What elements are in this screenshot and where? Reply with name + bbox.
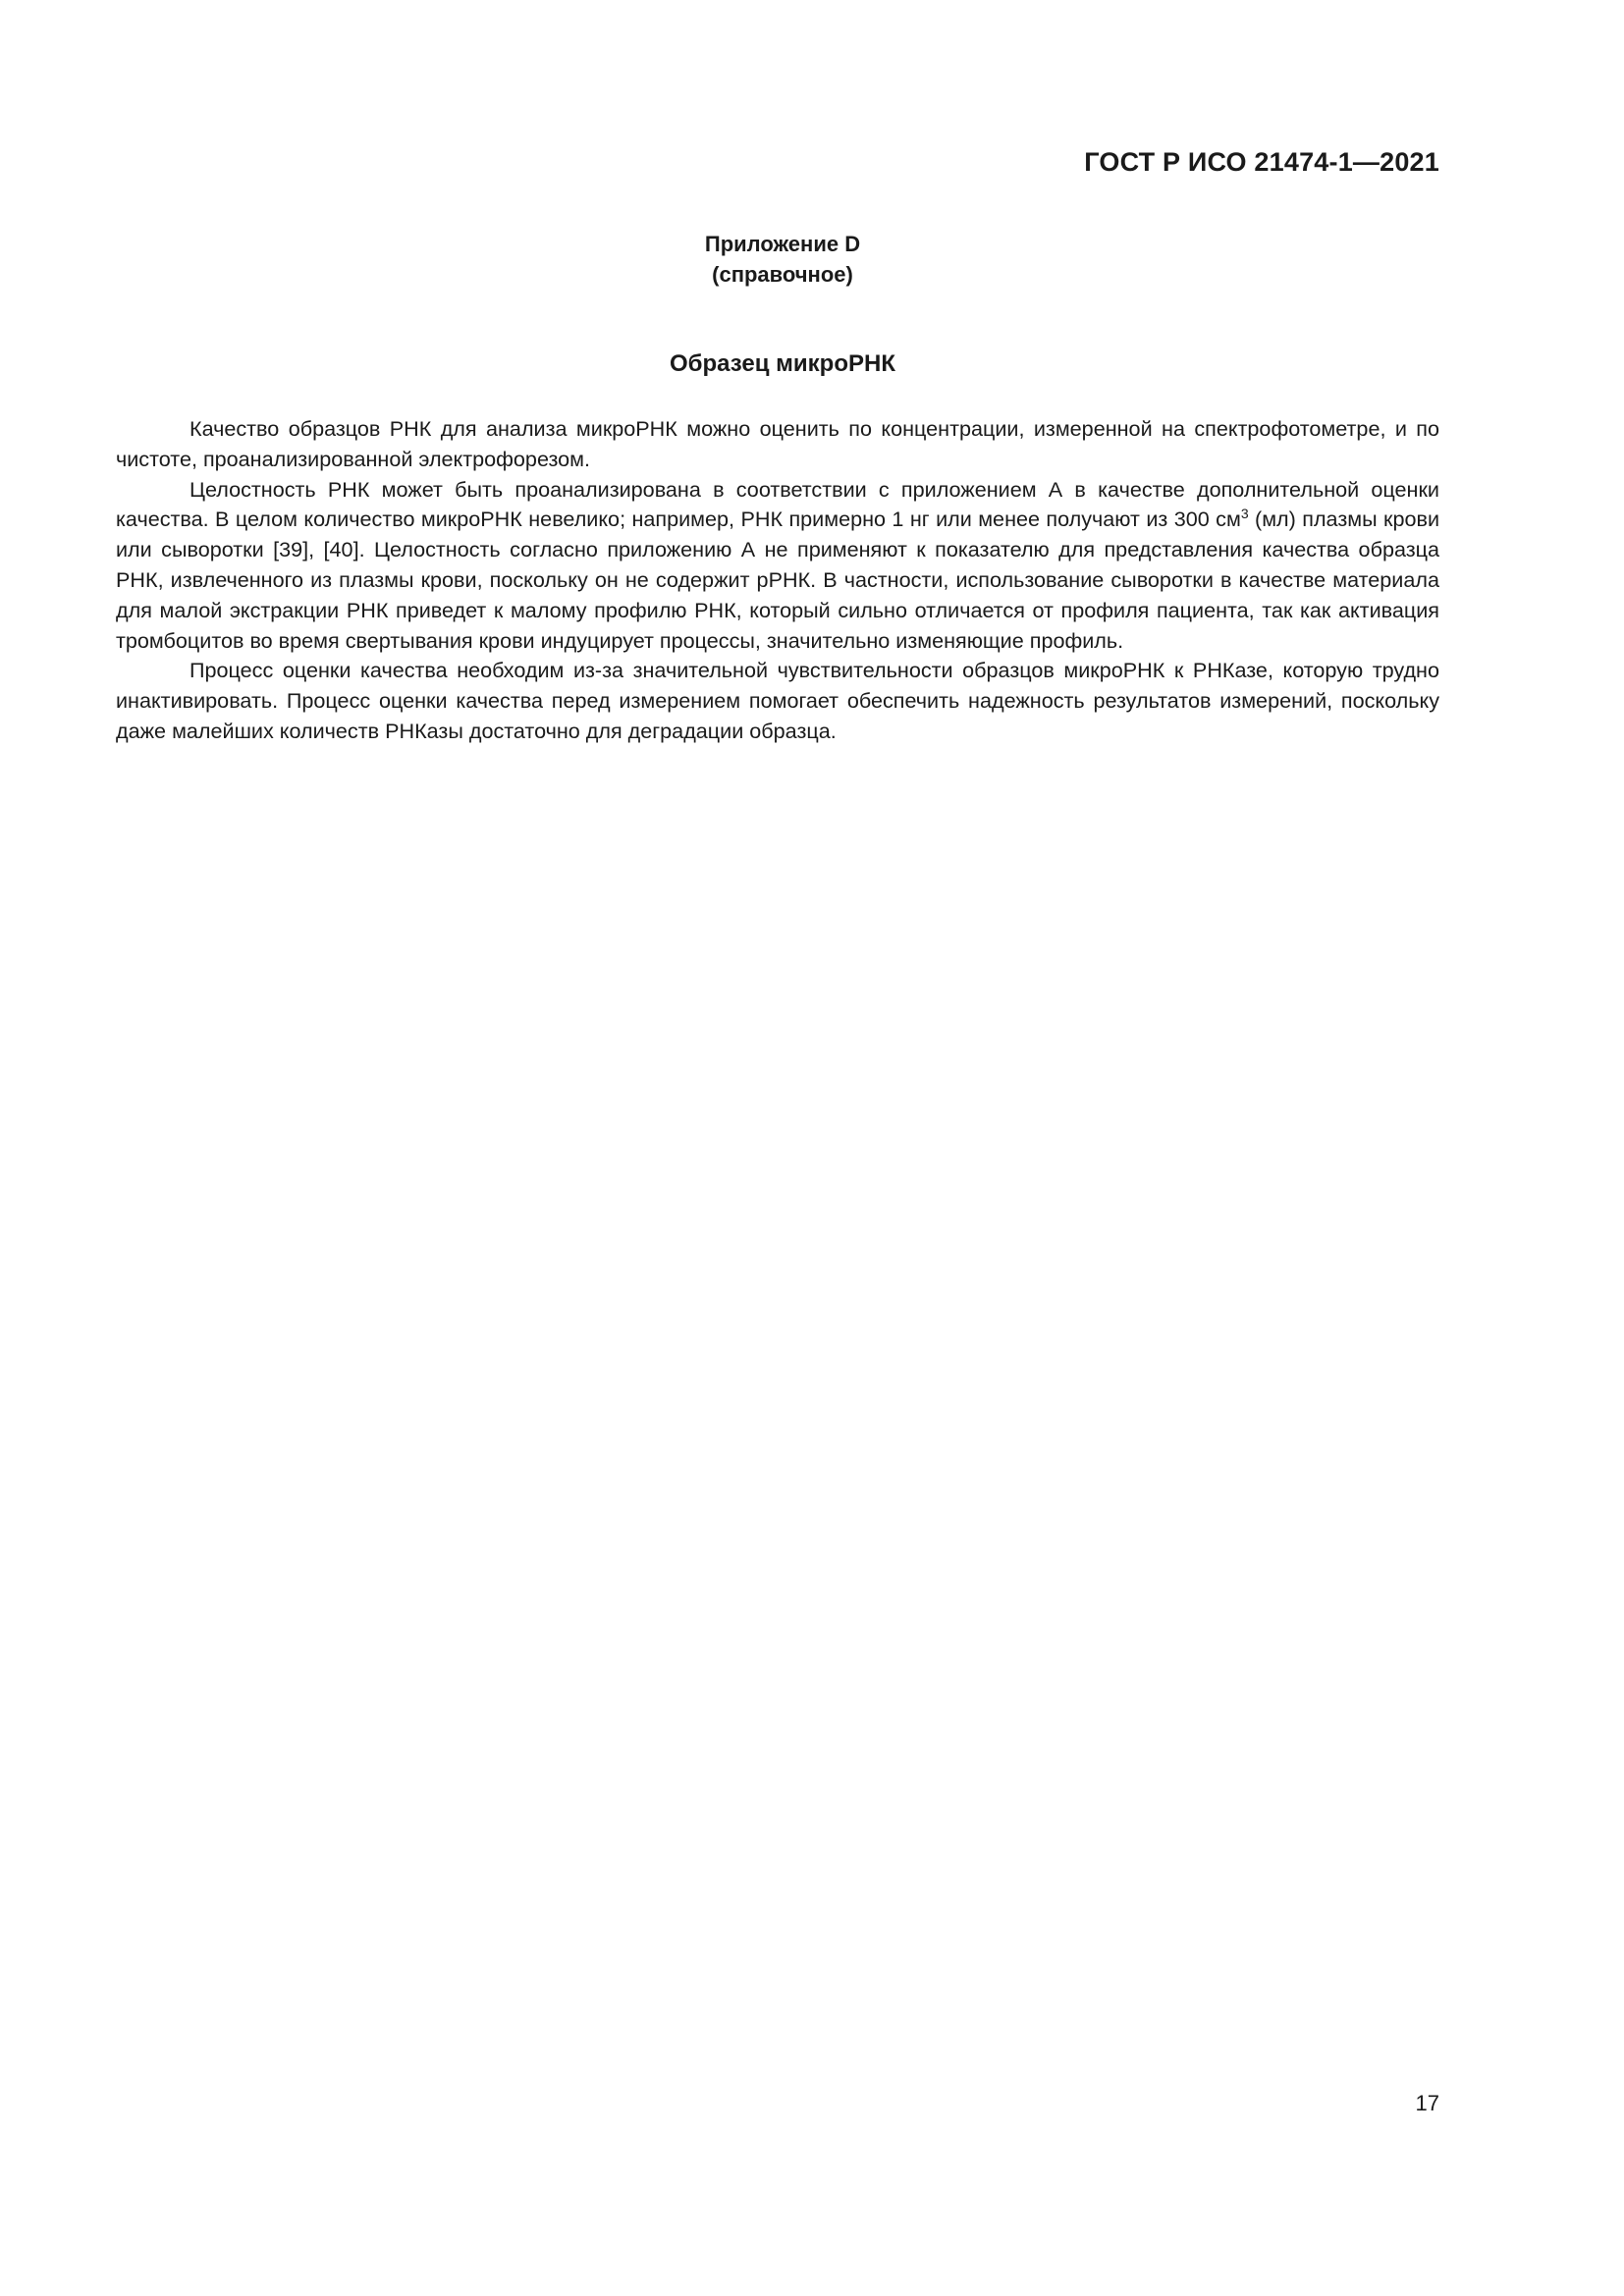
annex-type: (справочное) bbox=[712, 262, 853, 287]
page-number: 17 bbox=[1415, 2091, 1439, 2115]
document-code: ГОСТ Р ИСО 21474-1—2021 bbox=[1084, 147, 1439, 177]
paragraph-2-part-1: Целостность РНК может быть проанализирована в соответствии с приложением А в качестве дополнительной оценки качества. В целом количество микроРНК невелико; например, РНК примерно 1 нг или менее получают из 300 см bbox=[116, 476, 1439, 532]
section-title: Образец микроРНК bbox=[669, 350, 895, 377]
superscript-cubic: 3 bbox=[1240, 506, 1249, 522]
paragraph-2 bbox=[116, 475, 1439, 657]
annex-heading bbox=[0, 229, 1565, 290]
annex-title: Приложение D bbox=[704, 232, 861, 256]
paragraph-2-part-2: (мл) плазмы крови или сыворотки [39], [40]. Целостность согласно приложению А не применяют к показателю для представления качества образца РНК, извлеченного из плазмы крови, поскольку он не содержит рРНК. В частности, использование сыворотки в качестве материала для малой экстракции РНК приведет к малому профилю РНК, который сильно отличается от профиля пациента, так как активация тромбоцитов во время свертывания крови индуцирует процессы, значительно изменяющие профиль. bbox=[116, 507, 1440, 653]
paragraph-1: Качество образцов РНК для анализа микроРНК можно оценить по концентрации, измеренной на спектрофотометре, и по чистоте, проанализированной электрофорезом. bbox=[116, 416, 1439, 471]
paragraph-3: Процесс оценки качества необходим из-за значительной чувствительности образцов микроРНК к РНКазе, которую трудно инактивировать. Процесс оценки качества перед измерением помогает обеспечить надежность результатов измерений, поскольку даже малейших количеств РНКазы достаточно для деградации образца. bbox=[116, 658, 1439, 743]
body-text bbox=[116, 414, 1439, 747]
